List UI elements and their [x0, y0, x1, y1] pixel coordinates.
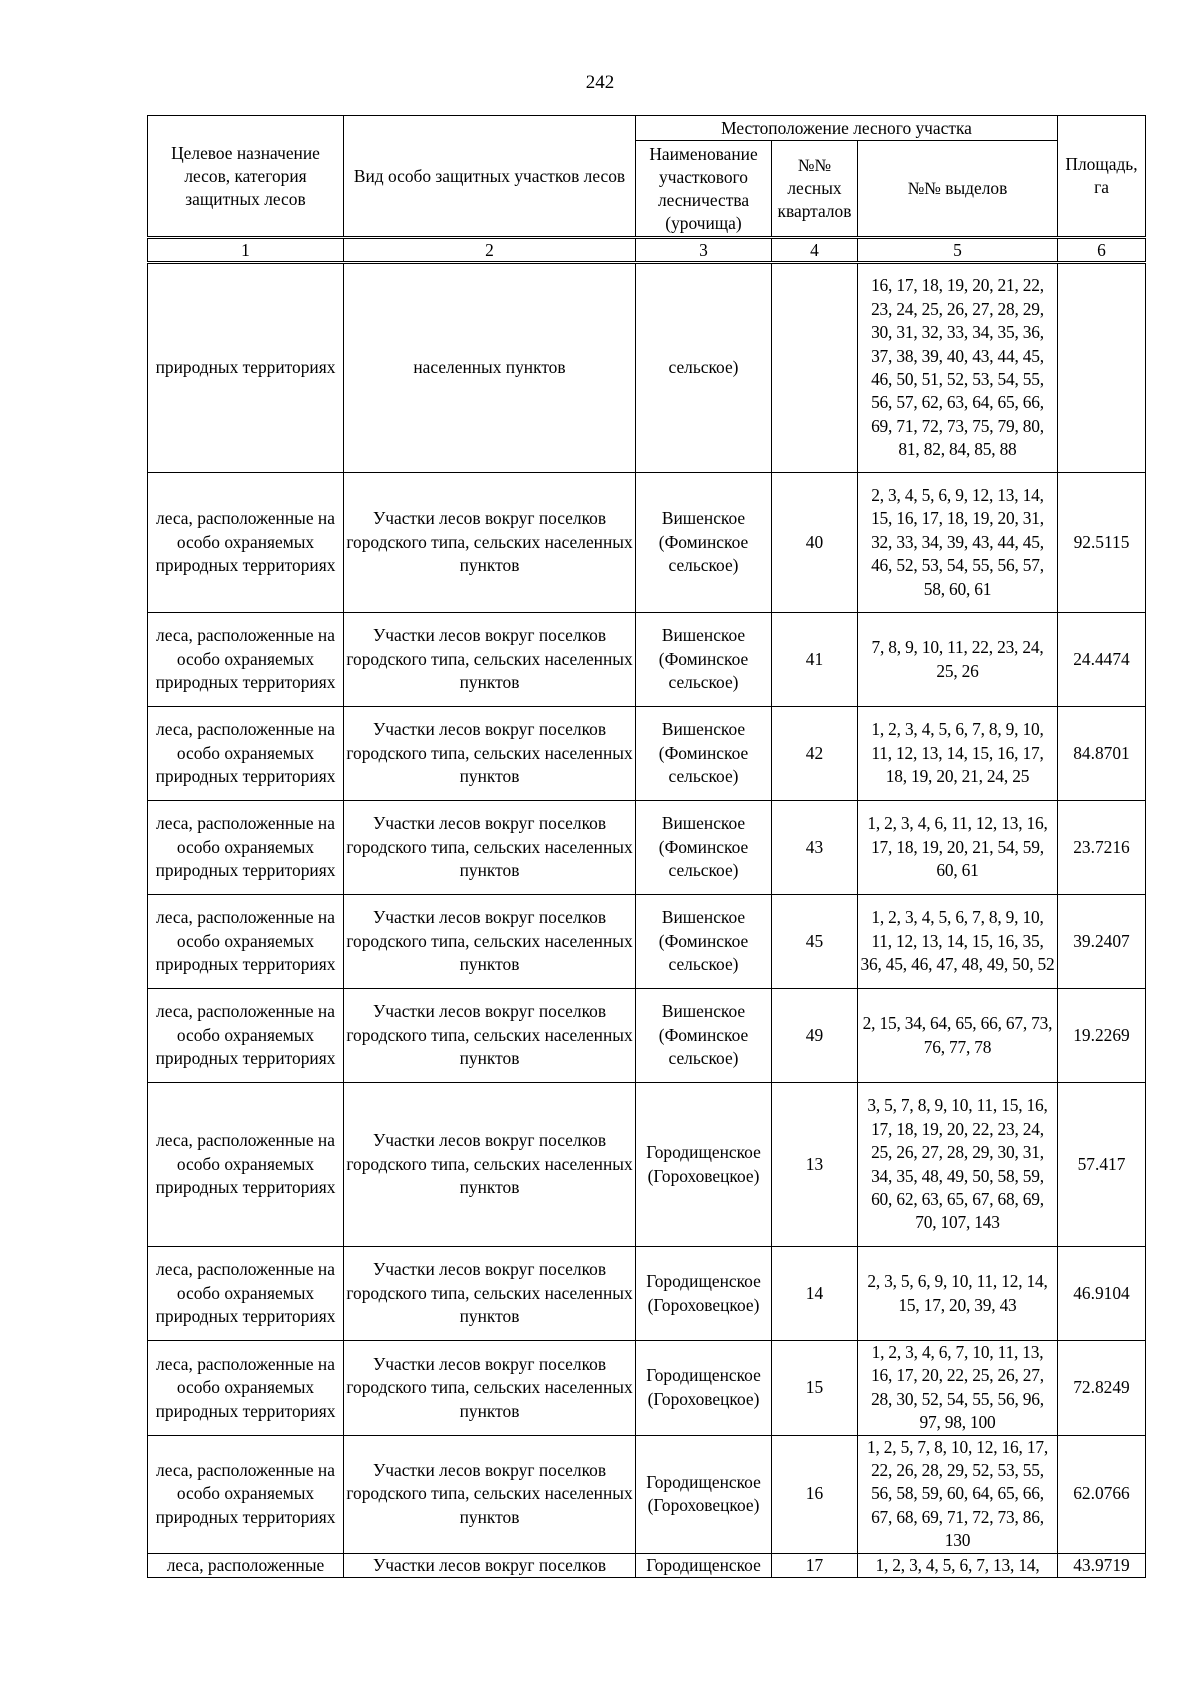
cell-quarter: 17: [772, 1553, 858, 1577]
header-sections: №№ выделов: [858, 141, 1058, 238]
cell-district: Вишенское (Фоминское сельское): [636, 613, 772, 707]
cell-quarter: 43: [772, 801, 858, 895]
cell-area: 46.9104: [1058, 1247, 1146, 1341]
column-number: 3: [636, 238, 772, 263]
cell-kind: Участки лесов вокруг поселков городского типа, сельских населенных пунктов: [344, 473, 636, 613]
cell-kind: Участки лесов вокруг поселков городского типа, сельских населенных пунктов: [344, 989, 636, 1083]
table-row: [148, 989, 1146, 1083]
cell-purpose: леса, расположенные на особо охраняемых природных территориях: [148, 895, 344, 989]
cell-purpose: леса, расположенные на особо охраняемых природных территориях: [148, 801, 344, 895]
column-number: 1: [148, 238, 344, 263]
cell-district: Городищенское (Гороховецкое): [636, 1083, 772, 1247]
cell-quarter: 15: [772, 1341, 858, 1436]
table-row: [148, 1435, 1146, 1553]
cell-kind: Участки лесов вокруг поселков городского типа, сельских населенных пунктов: [344, 1435, 636, 1553]
cell-sections: 1, 2, 3, 4, 6, 11, 12, 13, 16, 17, 18, 19, 20, 21, 54, 59, 60, 61: [858, 801, 1058, 895]
table-row: [148, 1247, 1146, 1341]
cell-area: 62.0766: [1058, 1435, 1146, 1553]
cell-district: Вишенское (Фоминское сельское): [636, 989, 772, 1083]
cell-sections: 1, 2, 3, 4, 5, 6, 7, 8, 9, 10, 11, 12, 13, 14, 15, 16, 35, 36, 45, 46, 47, 48, 49, 50, 52: [858, 895, 1058, 989]
cell-purpose: леса, расположенные на особо охраняемых природных территориях: [148, 989, 344, 1083]
cell-purpose: природных территориях: [148, 263, 344, 473]
cell-district: Вишенское (Фоминское сельское): [636, 895, 772, 989]
cell-area: 72.8249: [1058, 1341, 1146, 1436]
cell-kind: Участки лесов вокруг поселков городского типа, сельских населенных пунктов: [344, 613, 636, 707]
cell-kind: Участки лесов вокруг поселков городского типа, сельских населенных пунктов: [344, 1083, 636, 1247]
cell-sections: 1, 2, 3, 4, 5, 6, 7, 13, 14,: [858, 1553, 1058, 1577]
cell-district: Вишенское (Фоминское сельское): [636, 707, 772, 801]
cell-quarter: 40: [772, 473, 858, 613]
cell-purpose: леса, расположенные на особо охраняемых природных территориях: [148, 1083, 344, 1247]
column-number: 6: [1058, 238, 1146, 263]
table-row: [148, 473, 1146, 613]
cell-area: 43.9719: [1058, 1553, 1146, 1577]
cell-sections: 1, 2, 5, 7, 8, 10, 12, 16, 17, 22, 26, 28, 29, 52, 53, 55, 56, 58, 59, 60, 64, 65, 66, 67, 68, 69, 71, 72, 73, 86, 130: [858, 1435, 1058, 1553]
cell-area: 24.4474: [1058, 613, 1146, 707]
cell-purpose: леса, расположенные на особо охраняемых природных территориях: [148, 1247, 344, 1341]
cell-sections: 2, 3, 4, 5, 6, 9, 12, 13, 14, 15, 16, 17, 18, 19, 20, 31, 32, 33, 34, 39, 43, 44, 45, 46, 52, 53, 54, 55, 56, 57, 58, 60, 61: [858, 473, 1058, 613]
table-row: [148, 1083, 1146, 1247]
header-kind: Вид особо защитных участков лесов: [344, 116, 636, 238]
cell-quarter: 14: [772, 1247, 858, 1341]
cell-kind: Участки лесов вокруг поселков городского типа, сельских населенных пунктов: [344, 1341, 636, 1436]
cell-purpose: леса, расположенные: [148, 1553, 344, 1577]
cell-sections: 1, 2, 3, 4, 5, 6, 7, 8, 9, 10, 11, 12, 13, 14, 15, 16, 17, 18, 19, 20, 21, 24, 25: [858, 707, 1058, 801]
cell-area: 23.7216: [1058, 801, 1146, 895]
header-location: Местоположение лесного участка: [636, 116, 1058, 141]
header-area: Площадь, га: [1058, 116, 1146, 238]
table-row: [148, 1553, 1146, 1577]
cell-sections: 2, 3, 5, 6, 9, 10, 11, 12, 14, 15, 17, 20, 39, 43: [858, 1247, 1058, 1341]
header-district: Наименование участкового лесничества (урочища): [636, 141, 772, 238]
cell-district: Городищенское (Гороховецкое): [636, 1435, 772, 1553]
header-quarters: №№ лесных кварталов: [772, 141, 858, 238]
cell-sections: 3, 5, 7, 8, 9, 10, 11, 15, 16, 17, 18, 19, 20, 22, 23, 24, 25, 26, 27, 28, 29, 30, 31, 34, 35, 48, 49, 50, 58, 59, 60, 62, 63, 65, 67, 68, 69, 70, 107, 143: [858, 1083, 1058, 1247]
cell-area: 19.2269: [1058, 989, 1146, 1083]
cell-purpose: леса, расположенные на особо охраняемых природных территориях: [148, 707, 344, 801]
table-row: [148, 613, 1146, 707]
cell-district: Городищенское: [636, 1553, 772, 1577]
cell-district: Вишенское (Фоминское сельское): [636, 473, 772, 613]
cell-area: 57.417: [1058, 1083, 1146, 1247]
forest-areas-table: [147, 115, 1146, 1578]
table-row: [148, 895, 1146, 989]
cell-sections: 7, 8, 9, 10, 11, 22, 23, 24, 25, 26: [858, 613, 1058, 707]
cell-sections: 1, 2, 3, 4, 6, 7, 10, 11, 13, 16, 17, 20, 22, 25, 26, 27, 28, 30, 52, 54, 55, 56, 96, 97, 98, 100: [858, 1341, 1058, 1436]
table-row: [148, 263, 1146, 473]
table-row: [148, 801, 1146, 895]
cell-district: Городищенское (Гороховецкое): [636, 1341, 772, 1436]
cell-quarter: 16: [772, 1435, 858, 1553]
cell-purpose: леса, расположенные на особо охраняемых природных территориях: [148, 1435, 344, 1553]
page-number: 242: [585, 72, 615, 93]
column-number: 2: [344, 238, 636, 263]
cell-quarter: 42: [772, 707, 858, 801]
cell-kind: Участки лесов вокруг поселков: [344, 1553, 636, 1577]
column-number: 4: [772, 238, 858, 263]
cell-kind: Участки лесов вокруг поселков городского типа, сельских населенных пунктов: [344, 1247, 636, 1341]
table-row: [148, 1341, 1146, 1436]
cell-district: Вишенское (Фоминское сельское): [636, 801, 772, 895]
cell-district: сельское): [636, 263, 772, 473]
cell-purpose: леса, расположенные на особо охраняемых природных территориях: [148, 613, 344, 707]
cell-area: 39.2407: [1058, 895, 1146, 989]
cell-kind: Участки лесов вокруг поселков городского типа, сельских населенных пунктов: [344, 895, 636, 989]
column-number: 5: [858, 238, 1058, 263]
cell-purpose: леса, расположенные на особо охраняемых природных территориях: [148, 1341, 344, 1436]
cell-kind: населенных пунктов: [344, 263, 636, 473]
cell-sections: 16, 17, 18, 19, 20, 21, 22, 23, 24, 25, 26, 27, 28, 29, 30, 31, 32, 33, 34, 35, 36, 37, 38, 39, 40, 43, 44, 45, 46, 50, 51, 52, 53, 54, 55, 56, 57, 62, 63, 64, 65, 66, 69, 71, 72, 73, 75, 79, 80, 81, 82, 84, 85, 88: [858, 263, 1058, 473]
table-row: [148, 707, 1146, 801]
cell-purpose: леса, расположенные на особо охраняемых природных территориях: [148, 473, 344, 613]
cell-area: 92.5115: [1058, 473, 1146, 613]
cell-quarter: 13: [772, 1083, 858, 1247]
cell-quarter: [772, 263, 858, 473]
cell-district: Городищенское (Гороховецкое): [636, 1247, 772, 1341]
cell-kind: Участки лесов вокруг поселков городского типа, сельских населенных пунктов: [344, 801, 636, 895]
cell-area: 84.8701: [1058, 707, 1146, 801]
cell-quarter: 41: [772, 613, 858, 707]
cell-sections: 2, 15, 34, 64, 65, 66, 67, 73, 76, 77, 78: [858, 989, 1058, 1083]
header-purpose: Целевое назначение лесов, категория защитных лесов: [148, 116, 344, 238]
cell-quarter: 45: [772, 895, 858, 989]
cell-quarter: 49: [772, 989, 858, 1083]
cell-area: [1058, 263, 1146, 473]
cell-kind: Участки лесов вокруг поселков городского типа, сельских населенных пунктов: [344, 707, 636, 801]
